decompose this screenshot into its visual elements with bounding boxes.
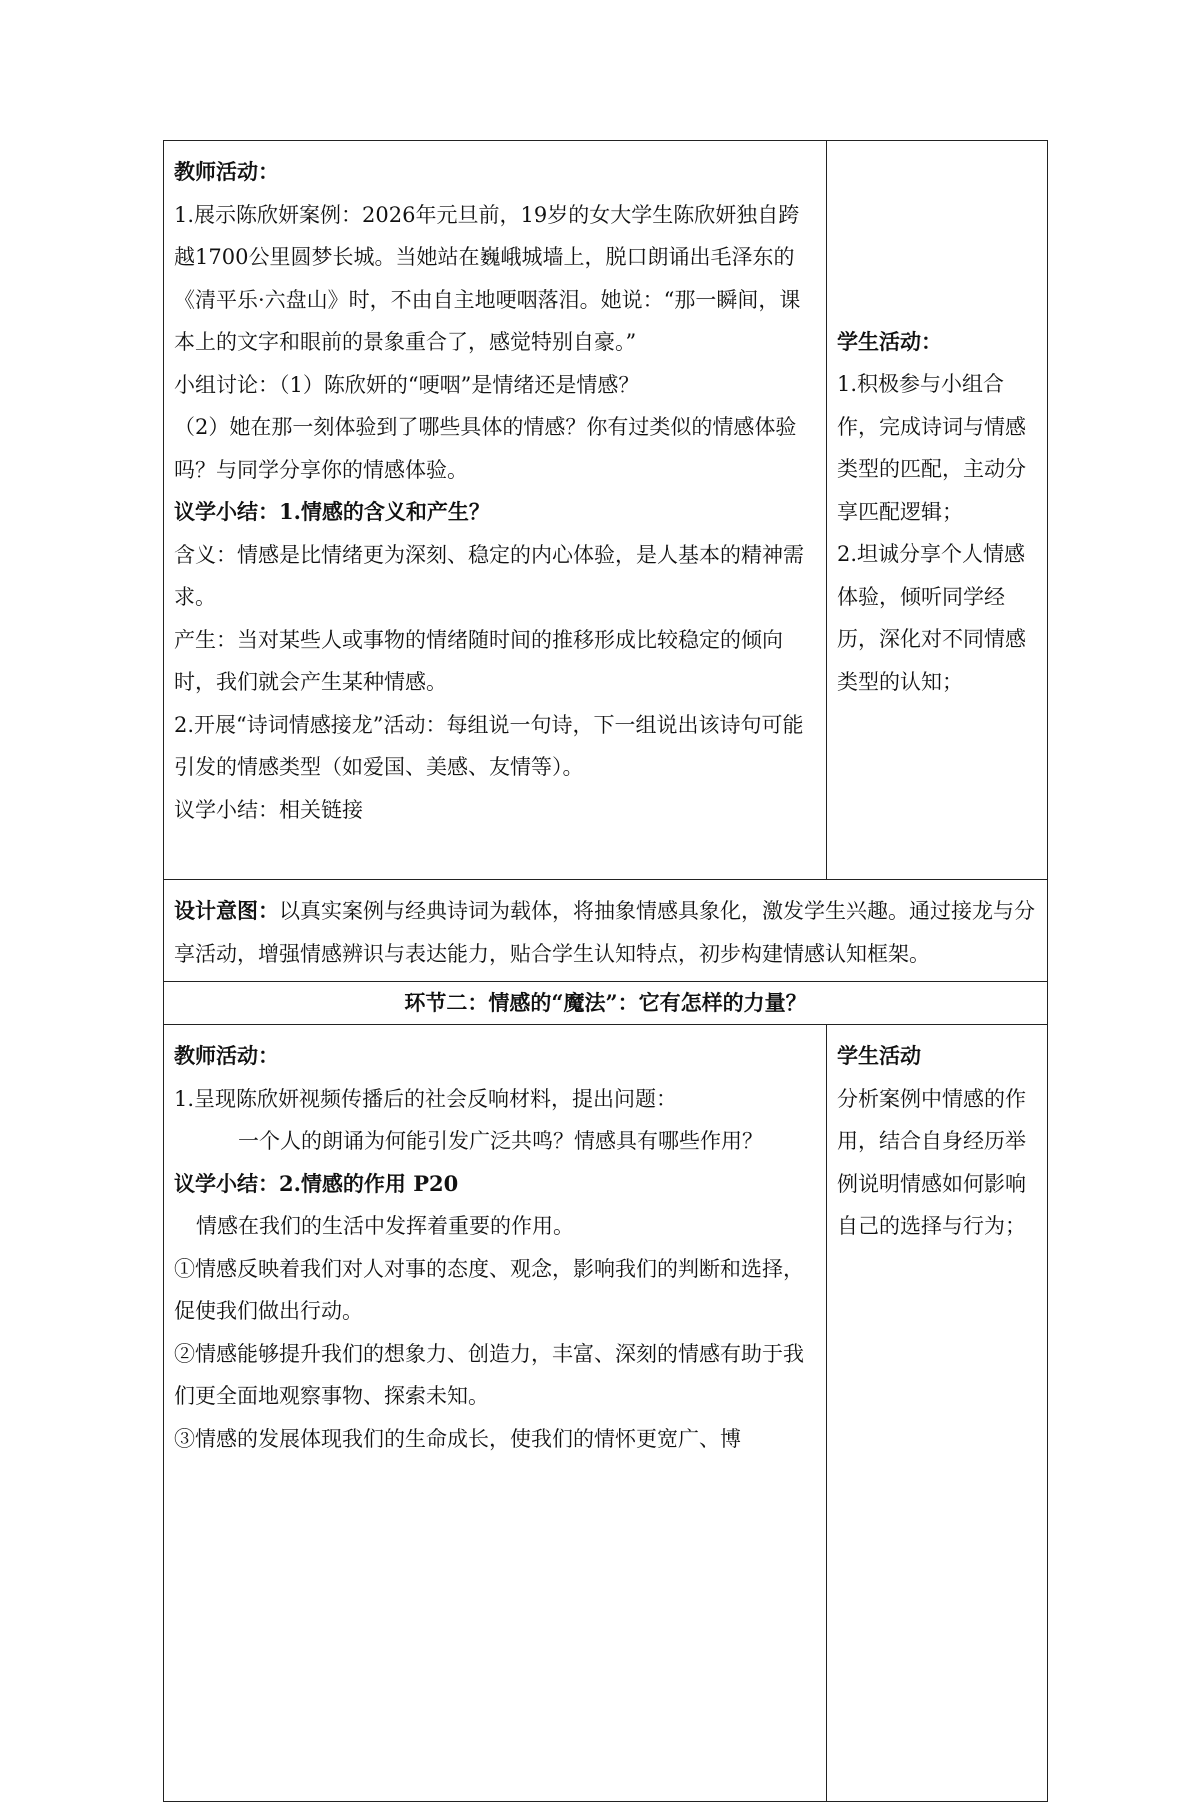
- teacher-activity-heading-2: 教师活动：: [174, 1043, 279, 1068]
- summary-heading-1: 议学小结：1.情感的含义和产生？: [174, 499, 490, 524]
- lesson-plan-table: [163, 140, 1048, 1802]
- summary-heading-2: 议学小结：2.情感的作用 P20: [174, 1170, 459, 1196]
- section-title-row: [164, 982, 1048, 1025]
- role-intro: 情感在我们的生活中发挥着重要的作用。: [196, 1214, 574, 1238]
- student-activity-item-1: 1.积极参与小组合作，完成诗词与情感类型的匹配，主动分享匹配逻辑；: [837, 372, 1026, 524]
- activity-row-1: [164, 141, 1048, 880]
- case-paragraph: 1.展示陈欣妍案例：2026年元旦前，19岁的女大学生陈欣妍独自跨越1700公里圆梦长城。当她站在巍峨城墙上，脱口朗诵出毛泽东的《清平乐·六盘山》时，不由自主地哽咽落泪。她说：“那一瞬间，课本上的文字和眼前的景象重合了，感觉特别自豪。”: [174, 202, 801, 354]
- student-activity-heading-2: 学生活动: [837, 1043, 921, 1068]
- activity-row-2: [164, 1025, 1048, 1802]
- poetry-activity: 2.开展“诗词情感接龙”活动：每组说一句诗，下一组说出该诗句可能引发的情感类型（如爱国、美感、友情等）。: [174, 712, 804, 779]
- role-item-1: ①情感反映着我们对人对事的态度、观念，影响我们的判断和选择，促使我们做出行动。: [174, 1256, 804, 1323]
- student-activity-cell-2: [827, 1025, 1048, 1802]
- discussion-question-2: （2）她在那一刻体验到了哪些具体的情感？你有过类似的情感体验吗？与同学分享你的情感体验。: [174, 415, 797, 482]
- teacher-activity-cell-2: [164, 1025, 827, 1802]
- design-intent-row: [164, 880, 1048, 982]
- role-item-3: ③情感的发展体现我们的生命成长，使我们的情怀更宽广、博: [174, 1426, 741, 1451]
- emotion-origin: 产生：当对某些人或事物的情绪随时间的推移形成比较稳定的倾向时，我们就会产生某种情感。: [174, 627, 783, 694]
- student-activity-item-2: 2.坦诚分享个人情感体验，倾听同学经历，深化对不同情感类型的认知；: [837, 542, 1026, 694]
- design-intent-text: 以真实案例与经典诗词为载体，将抽象情感具象化，激发学生兴趣。通过接龙与分享活动，增强情感辨识与表达能力，贴合学生认知特点，初步构建情感认知框架。: [174, 899, 1035, 966]
- design-intent-label: 设计意图：: [174, 898, 279, 923]
- discussion-question-1: 小组讨论：（1）陈欣妍的“哽咽”是情绪还是情感？: [174, 372, 640, 397]
- emotion-meaning: 含义：情感是比情绪更为深刻、稳定的内心体验，是人基本的精神需求。: [174, 542, 804, 609]
- section-title: 环节二：情感的“魔法”：它有怎样的力量？: [164, 982, 1048, 1025]
- student-activity-item-3: 分析案例中情感的作用，结合自身经历举例说明情感如何影响自己的选择与行为；: [837, 1086, 1026, 1238]
- teacher-activity-cell: [164, 141, 827, 880]
- design-intent-cell: [164, 880, 1048, 982]
- teacher-activity-heading: 教师活动：: [174, 159, 279, 184]
- question-paragraph: 一个人的朗诵为何能引发广泛共鸣？情感具有哪些作用？: [238, 1129, 763, 1153]
- material-paragraph: 1.呈现陈欣妍视频传播后的社会反响材料，提出问题：: [174, 1086, 678, 1111]
- summary-link: 议学小结：相关链接: [174, 797, 363, 822]
- student-activity-heading: 学生活动：: [837, 328, 942, 354]
- student-activity-cell: [827, 141, 1048, 880]
- role-item-2: ②情感能够提升我们的想象力、创造力，丰富、深刻的情感有助于我们更全面地观察事物、探索未知。: [174, 1341, 804, 1408]
